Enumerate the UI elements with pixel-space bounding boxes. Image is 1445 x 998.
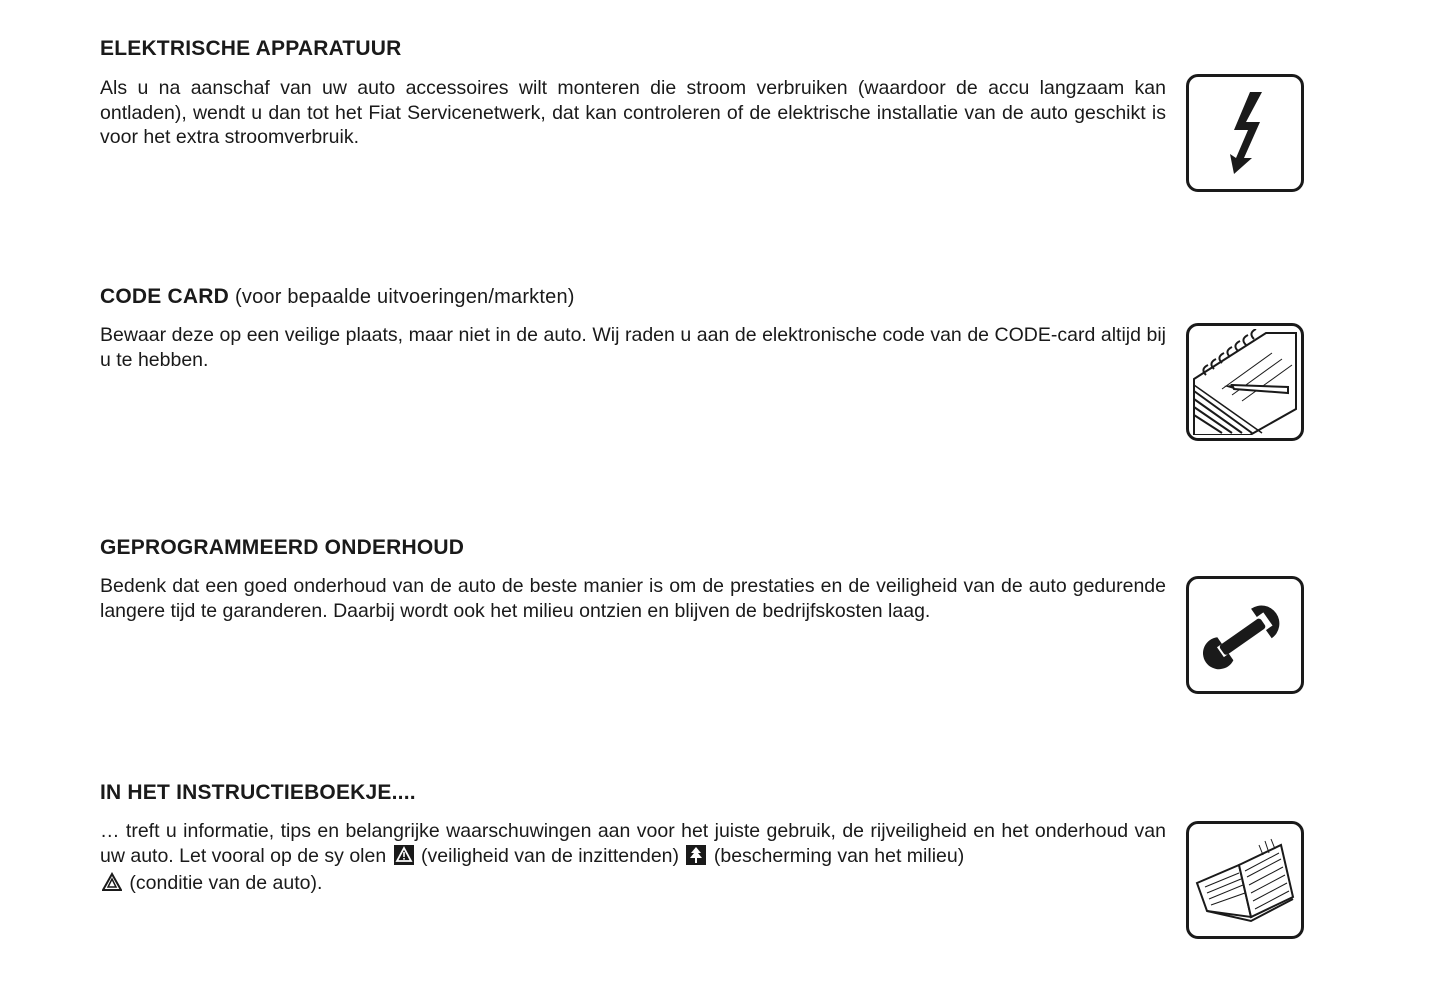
paragraph-instruction-part4: (conditie van de auto).: [129, 872, 323, 894]
heading-code-card-title: CODE CARD: [100, 285, 229, 308]
vehicle-condition-symbol-icon: [102, 872, 122, 899]
section-code-card: [100, 284, 1305, 371]
paragraph-instruction-part1: … treft u informatie, tips en belangrijke waarschuwingen aan voor het juiste gebruik, de rijveiligheid en het onderhoud van uw auto. Let vooral op de sy olen: [100, 820, 1166, 867]
notepad-pencil-icon: [1186, 323, 1304, 441]
heading-code-card-subtitle: (voor bepaalde uitvoeringen/markten): [235, 286, 575, 308]
environment-protection-symbol-icon: [686, 845, 706, 872]
open-book-icon: [1186, 821, 1304, 939]
section-instruction-booklet: [100, 780, 1305, 894]
heading-code-card: [100, 284, 1305, 310]
section-electrical-equipment: [100, 36, 1305, 148]
paragraph-code-card: Bewaar deze op een veilige plaats, maar niet in de auto. Wij raden u aan de elektronische code van de CODE-card altijd bij u te hebben.: [100, 324, 1166, 371]
heading-instruction-booklet: IN HET INSTRUCTIEBOEKJE....: [100, 781, 416, 804]
heading-scheduled-maintenance: GEPROGRAMMEERD ONDERHOUD: [100, 536, 465, 559]
paragraph-electrical-equipment: Als u na aanschaf van uw auto accessoires wilt monteren die stroom verbruiken (waardoor de accu langzaam kan ontladen), wendt u dan tot het Fiat Servicenetwerk, dat kan controleren of de elektrische installatie van de auto geschikt is voor het extra stroomverbruik.: [100, 77, 1166, 148]
paragraph-scheduled-maintenance: Bedenk dat een goed onderhoud van de auto de beste manier is om de prestaties en de veiligheid van de auto gedurende langere tijd te garanderen. Daarbij wordt ook het milieu ontzien en blijven de bedrijfskosten laag.: [100, 575, 1166, 622]
section-scheduled-maintenance: [100, 535, 1305, 622]
paragraph-instruction-part3: (bescherming van het milieu): [713, 844, 965, 867]
lightning-bolt-icon: [1186, 74, 1304, 192]
passenger-safety-symbol-icon: [394, 845, 414, 872]
heading-electrical-equipment: ELEKTRISCHE APPARATUUR: [100, 37, 402, 60]
paragraph-instruction-booklet: [100, 819, 1166, 899]
paragraph-instruction-part2: (veiligheid van de inzittenden): [421, 844, 680, 867]
wrench-icon: [1186, 576, 1304, 694]
